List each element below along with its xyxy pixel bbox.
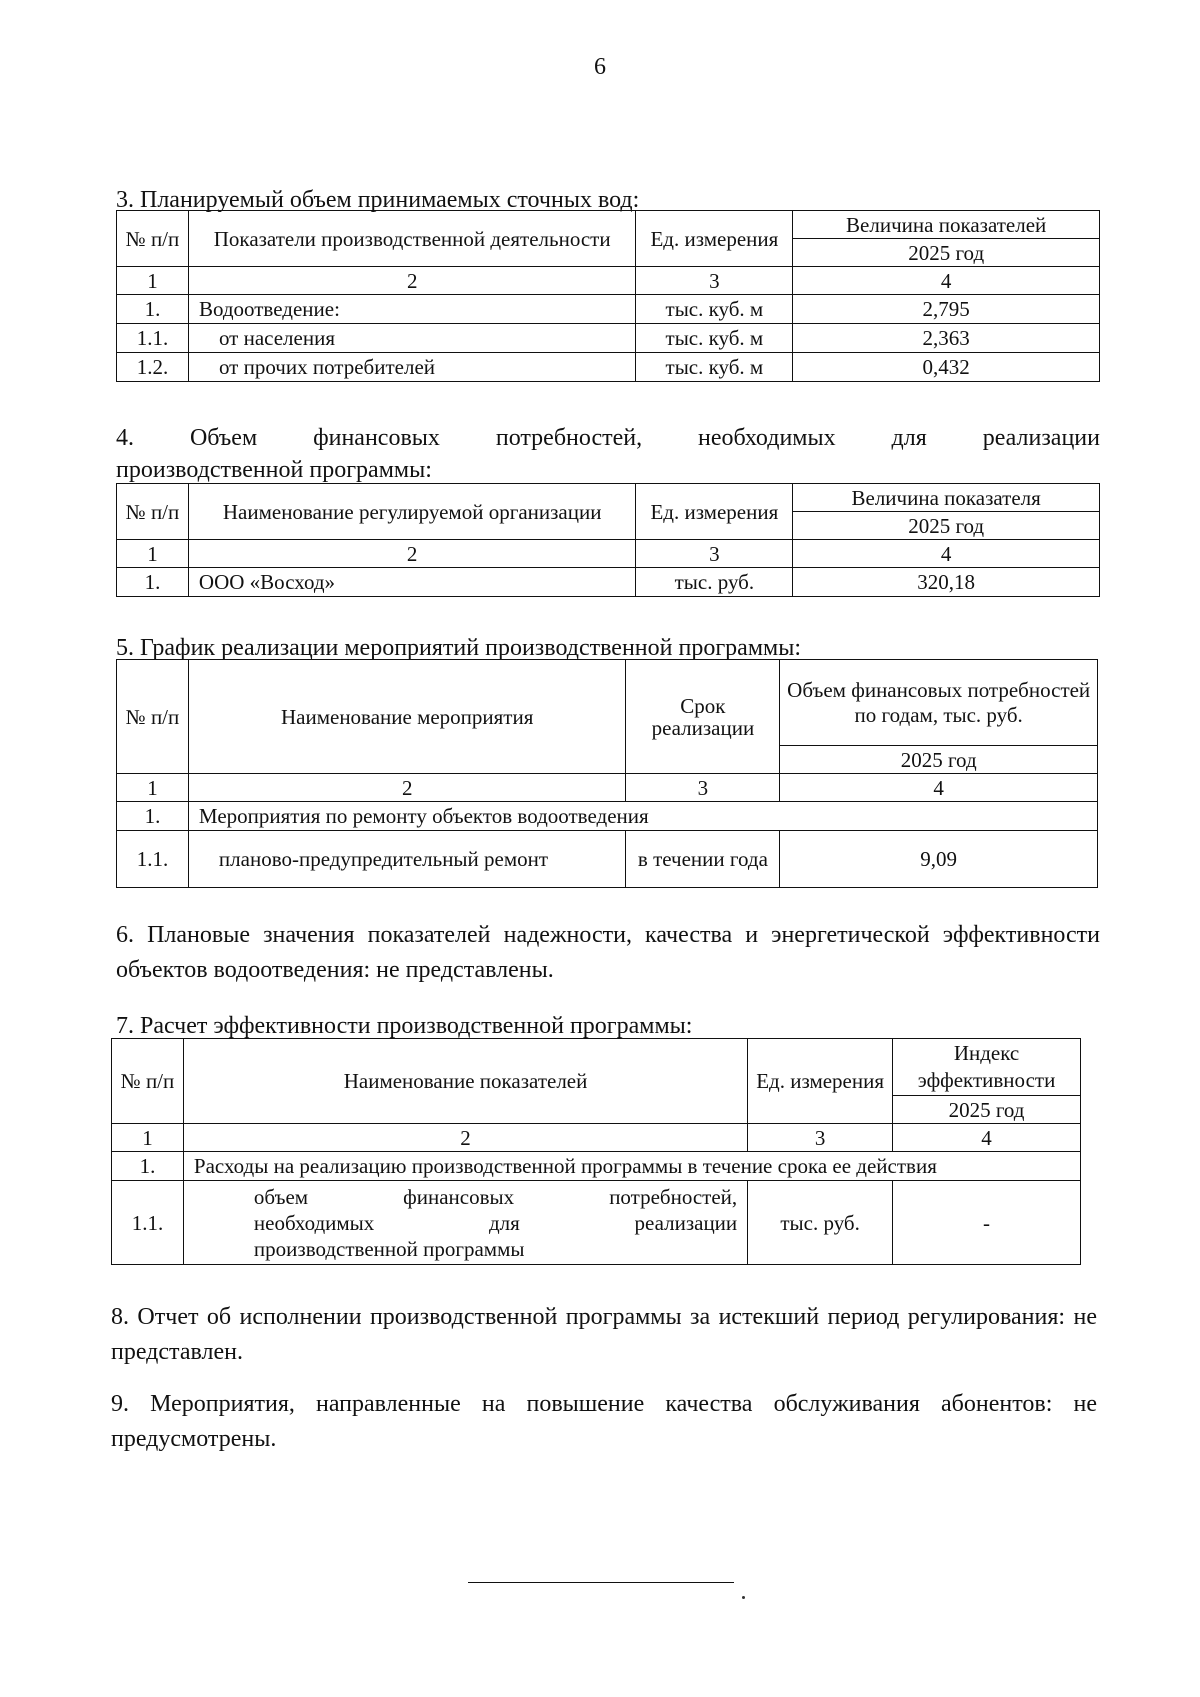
colnum: 2 — [183, 1124, 747, 1152]
header-num: № п/п — [117, 484, 189, 540]
row-name: от населения — [188, 324, 636, 353]
colnum: 4 — [793, 540, 1100, 568]
colnum: 1 — [117, 774, 189, 802]
colnum: 1 — [117, 540, 189, 568]
row-num: 1. — [117, 568, 189, 597]
section6-text: 6. Плановые значения показателей надежности, качества и энергетической эффективности объектов водоотведения: не представлены. — [116, 922, 1100, 983]
header-name: Наименование показателей — [183, 1039, 747, 1124]
row-num: 1.1. — [117, 831, 189, 888]
colnum: 1 — [117, 267, 189, 295]
colnum: 1 — [112, 1124, 184, 1152]
row-name — [183, 1181, 747, 1265]
header-index: Индекс эффективности — [893, 1039, 1081, 1096]
section5-table — [116, 659, 1098, 888]
scan-dot — [742, 1596, 745, 1599]
row-group-name: Мероприятия по ремонту объектов водоотведения — [188, 802, 1097, 831]
section5-title: 5. График реализации мероприятий производственной программы: — [116, 635, 801, 661]
row-unit: тыс. руб. — [748, 1181, 893, 1265]
row-num: 1. — [112, 1152, 184, 1181]
table-row — [117, 324, 1100, 353]
row-unit: тыс. руб. — [636, 568, 793, 597]
table-row — [112, 1152, 1081, 1181]
header-value: Величина показателя — [793, 484, 1100, 512]
colnum: 2 — [188, 540, 635, 568]
row-name: Водоотведение: — [188, 295, 636, 324]
end-separator-line — [468, 1582, 734, 1583]
colnum: 3 — [636, 267, 793, 295]
colnum: 2 — [188, 267, 636, 295]
table-row — [117, 831, 1098, 888]
row-name: планово-предупредительный ремонт — [188, 831, 626, 888]
header-num: № п/п — [117, 211, 189, 267]
section9-text: 9. Мероприятия, направленные на повышение качества обслуживания абонентов: не предусмотрены. — [111, 1391, 1097, 1452]
header-org: Наименование регулируемой организации — [188, 484, 635, 540]
row-value: 2,363 — [793, 324, 1100, 353]
row-group-name: Расходы на реализацию производственной программы в течение срока ее действия — [183, 1152, 1080, 1181]
header-volume: Объем финансовых потребностей по годам, тыс. руб. — [780, 660, 1098, 746]
row-num: 1. — [117, 295, 189, 324]
header-year: 2025 год — [780, 746, 1098, 774]
section7-table — [111, 1038, 1081, 1265]
colnum: 2 — [188, 774, 626, 802]
row-name-line: объем финансовых потребностей, — [253, 1184, 738, 1209]
row-value: 9,09 — [780, 831, 1098, 888]
header-year: 2025 год — [893, 1096, 1081, 1124]
section8-text: 8. Отчет об исполнении производственной программы за истекший период регулирования: не представлен. — [111, 1304, 1097, 1365]
row-value: 320,18 — [793, 568, 1100, 597]
row-num: 1. — [117, 802, 189, 831]
header-year: 2025 год — [793, 239, 1100, 267]
row-value: 2,795 — [793, 295, 1100, 324]
colnum: 3 — [636, 540, 793, 568]
section3-title: 3. Планируемый объем принимаемых сточных вод: — [116, 187, 640, 213]
page-number: 6 — [594, 54, 606, 80]
row-unit: тыс. куб. м — [636, 295, 793, 324]
row-num: 1.2. — [117, 353, 189, 382]
table-row — [117, 802, 1098, 831]
row-name-line: необходимых для реализации — [253, 1210, 738, 1235]
section7-title: 7. Расчет эффективности производственной программы: — [116, 1013, 693, 1039]
row-num: 1.1. — [117, 324, 189, 353]
header-year: 2025 год — [793, 512, 1100, 540]
section3-table — [116, 210, 1100, 382]
colnum: 3 — [626, 774, 780, 802]
header-num: № п/п — [117, 660, 189, 774]
header-num: № п/п — [112, 1039, 184, 1124]
section4-table — [116, 483, 1100, 597]
row-value: 0,432 — [793, 353, 1100, 382]
header-value: Величина показателей — [793, 211, 1100, 239]
section4-title-line2: производственной программы: — [116, 457, 432, 483]
row-unit: тыс. куб. м — [636, 324, 793, 353]
table-row — [117, 295, 1100, 324]
header-term: Срок реализации — [626, 660, 780, 774]
header-name: Наименование мероприятия — [188, 660, 626, 774]
colnum: 4 — [793, 267, 1100, 295]
header-indicator: Показатели производственной деятельности — [188, 211, 636, 267]
row-term: в течении года — [626, 831, 780, 888]
colnum: 4 — [780, 774, 1098, 802]
row-value: - — [893, 1181, 1081, 1265]
header-unit: Ед. измерения — [636, 484, 793, 540]
header-unit: Ед. измерения — [636, 211, 793, 267]
table-row — [117, 568, 1100, 597]
section4-title-line1: 4. Объем финансовых потребностей, необходимых для реализации — [116, 425, 1100, 451]
row-name: от прочих потребителей — [188, 353, 636, 382]
table-row — [112, 1181, 1081, 1265]
row-unit: тыс. куб. м — [636, 353, 793, 382]
colnum: 3 — [748, 1124, 893, 1152]
row-num: 1.1. — [112, 1181, 184, 1265]
table-row — [117, 353, 1100, 382]
row-name-line: производственной программы — [253, 1236, 525, 1261]
row-name: ООО «Восход» — [188, 568, 635, 597]
header-unit: Ед. измерения — [748, 1039, 893, 1124]
colnum: 4 — [893, 1124, 1081, 1152]
